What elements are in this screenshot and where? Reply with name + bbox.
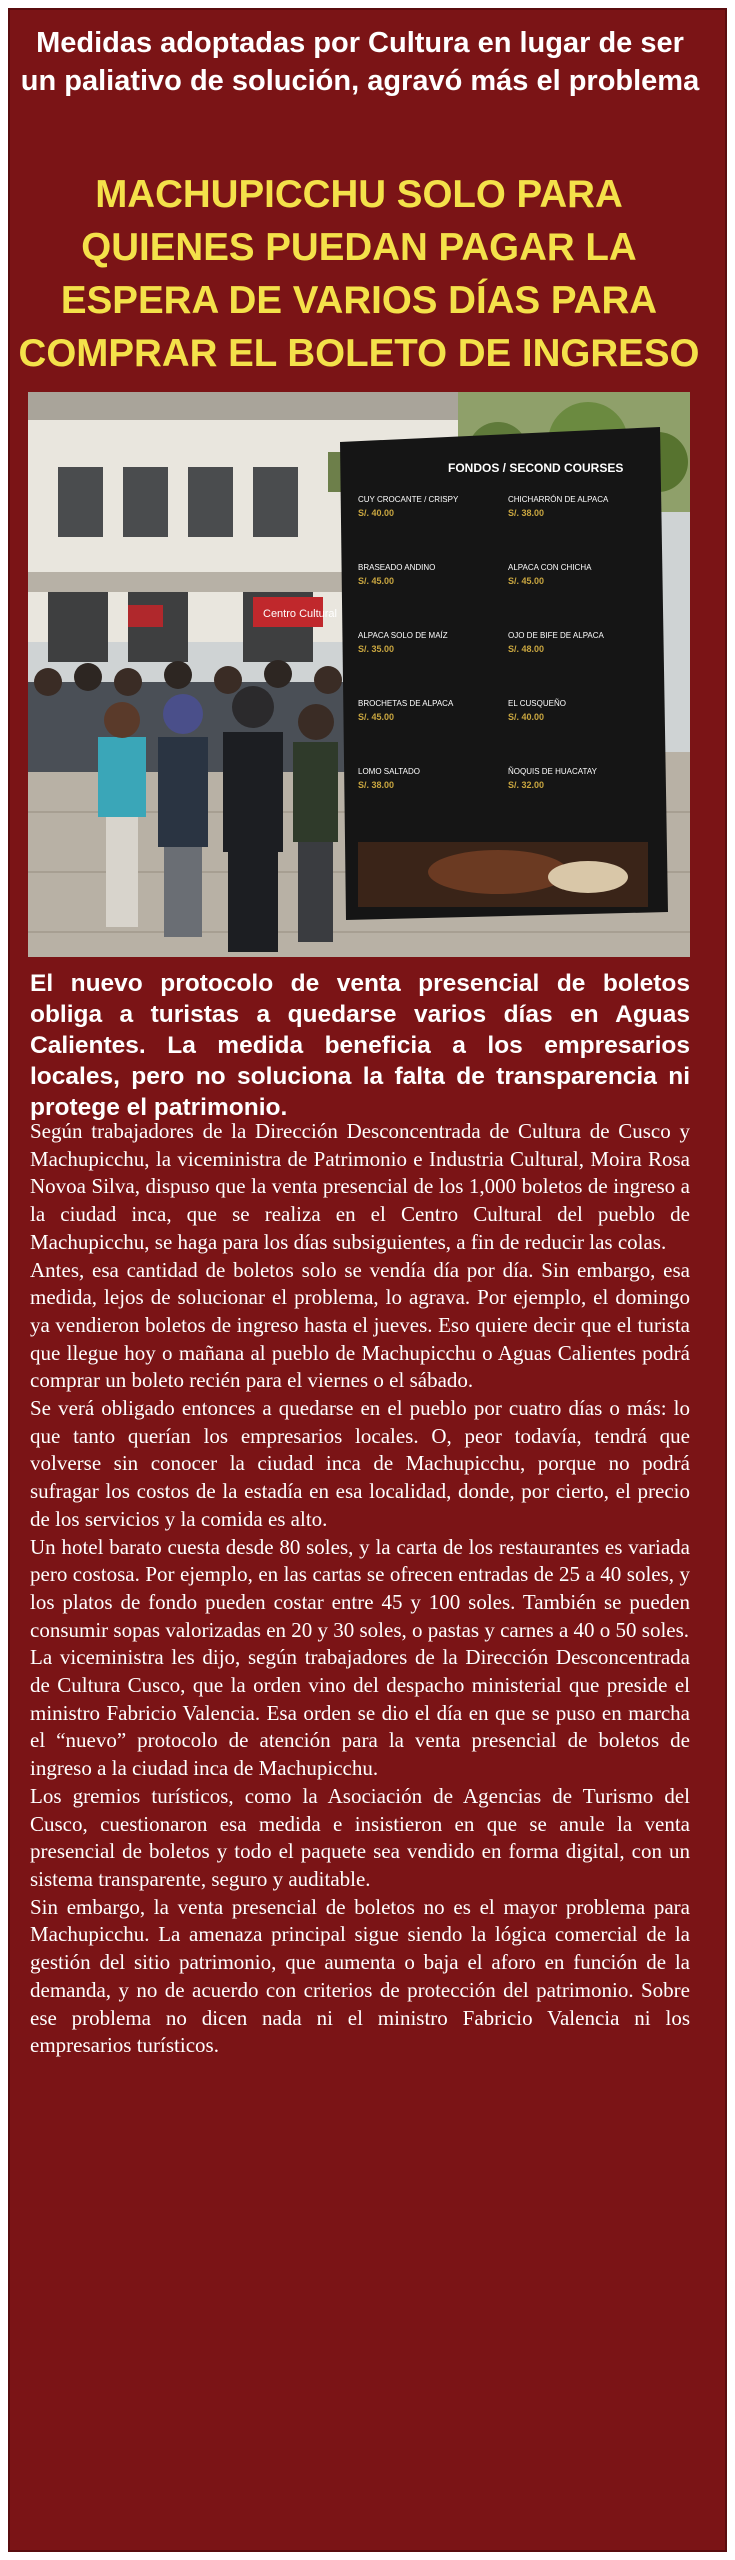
- menu-item-price: S/. 45.00: [508, 576, 545, 586]
- menu-item-name: BROCHETAS DE ALPACA: [358, 699, 454, 708]
- menu-item-name: OJO DE BIFE DE ALPACA: [508, 631, 604, 640]
- menu-item-price: S/. 35.00: [358, 644, 395, 654]
- photo-illustration: [28, 392, 690, 957]
- menu-item-price: S/. 40.00: [508, 712, 545, 722]
- menu-item-price: S/. 38.00: [358, 780, 395, 790]
- menu-item-price: S/. 38.00: [508, 508, 545, 518]
- menu-item-name: ÑOQUIS DE HUACATAY: [508, 767, 597, 776]
- menu-item-name: LOMO SALTADO: [358, 767, 420, 776]
- menu-board: [340, 427, 668, 920]
- body-paragraph: Los gremios turísticos, como la Asociación de Agencias de Turismo del Cusco, cuestionaron esa medida e insistieron en que se anule la venta presencial de boletos y todo el paquete sea vendido en forma digital, con un sistema transparente, seguro y auditable.: [30, 1783, 690, 1891]
- menu-item-name: CUY CROCANTE / CRISPY: [358, 495, 459, 504]
- body-paragraph: Sin embargo, la venta presencial de boletos no es el mayor problema para Machupicchu. La amenaza principal sigue siendo la lógica comercial de la gestión del sitio patrimonio, que aumenta o baja el aforo en función de la demanda, y no de acuerdo con criterios de protección del patrimonio. Sobre ese problema no dicen nada ni el ministro Fabricio Valencia ni los empresarios turísticos.: [30, 1894, 690, 2058]
- body-paragraph: Se verá obligado entonces a quedarse en el pueblo por cuatro días o más: lo que tanto querían los empresarios locales. O, peor todavía, tendrá que volverse sin conocer la ciudad inca de Machupicchu, porque no podrá sufragar los costos de la estadía en esa localidad, donde, por cierto, el precio de los servicios y la comida es alto.: [30, 1396, 690, 1531]
- body-paragraph: Antes, esa cantidad de boletos solo se vendía día por día. Sin embargo, esa medida, lejos de solucionar el problema, lo agrava. Por ejemplo, el domingo ya vendieron boletos de ingreso hasta el jueves. Eso quiere decir que el turista que llegue hoy o mañana al pueblo de Machupicchu o Aguas Calientes podrá comprar un boleto recién para el viernes o el sábado.: [30, 1257, 690, 1393]
- menu-item-price: S/. 45.00: [358, 712, 395, 722]
- article-body: [30, 1118, 690, 2060]
- article-photo: [28, 392, 690, 957]
- headline: MACHUPICCHU SOLO PARA QUIENES PUEDAN PAGAR LA ESPERA DE VARIOS DÍAS PARA COMPRAR EL BOLETO DE INGRESO: [18, 173, 700, 375]
- menu-item-price: S/. 48.00: [508, 644, 545, 654]
- kicker: Medidas adoptadas por Cultura en lugar de ser un paliativo de solución, agravó más el problema: [20, 27, 700, 97]
- menu-item-name: BRASEADO ANDINO: [358, 563, 436, 572]
- building-sign: Centro Cultural: [263, 608, 337, 620]
- menu-item-name: ALPACA CON CHICHA: [508, 563, 592, 572]
- menu-item-price: S/. 45.00: [358, 576, 395, 586]
- menu-item-price: S/. 40.00: [358, 508, 395, 518]
- menu-item-price: S/. 32.00: [508, 780, 545, 790]
- body-paragraph: Un hotel barato cuesta desde 80 soles, y la carta de los restaurantes es variada pero costosa. Por ejemplo, en las cartas se ofrecen entradas de 25 a 40 soles, y los platos de fondo pueden costar entre 45 y 100 soles. También se pueden consumir sopas valorizadas en 20 y 30 soles, o pastas y carnes a 40 o 50 soles.: [30, 1534, 690, 1642]
- lead-paragraph: El nuevo protocolo de venta presencial de boletos obliga a turistas a quedarse varios días en Aguas Calientes. La medida beneficia a los empresarios locales, pero no soluciona la falta de transparencia ni protege el patrimonio.: [30, 970, 690, 1121]
- body-paragraph: Según trabajadores de la Dirección Desconcentrada de Cultura de Cusco y Machupicchu, la viceministra de Patrimonio e Industria Cultural, Moira Rosa Novoa Silva, dispuso que la venta presencial de los 1,000 boletos de ingreso a la ciudad inca, que se realiza en el Centro Cultural del pueblo de Machupicchu, se haga para los días subsiguientes, a fin de reducir las colas.: [30, 1119, 690, 1254]
- menu-item-name: ALPACA SOLO DE MAÍZ: [358, 631, 448, 640]
- body-paragraph: La viceministra les dijo, según trabajadores de la Dirección Desconcentrada de Cultura Cusco, que la orden vino del despacho ministerial que preside el ministro Fabricio Valencia. Esa orden se dio el día en que se puso en marcha el “nuevo” protocolo de atención para la venta presencial de boletos de ingreso a la ciudad inca de Machupicchu.: [30, 1645, 690, 1781]
- menu-item-name: EL CUSQUEÑO: [508, 699, 566, 708]
- menu-title: FONDOS / SECOND COURSES: [448, 461, 624, 475]
- menu-item-name: CHICHARRÓN DE ALPACA: [508, 495, 609, 504]
